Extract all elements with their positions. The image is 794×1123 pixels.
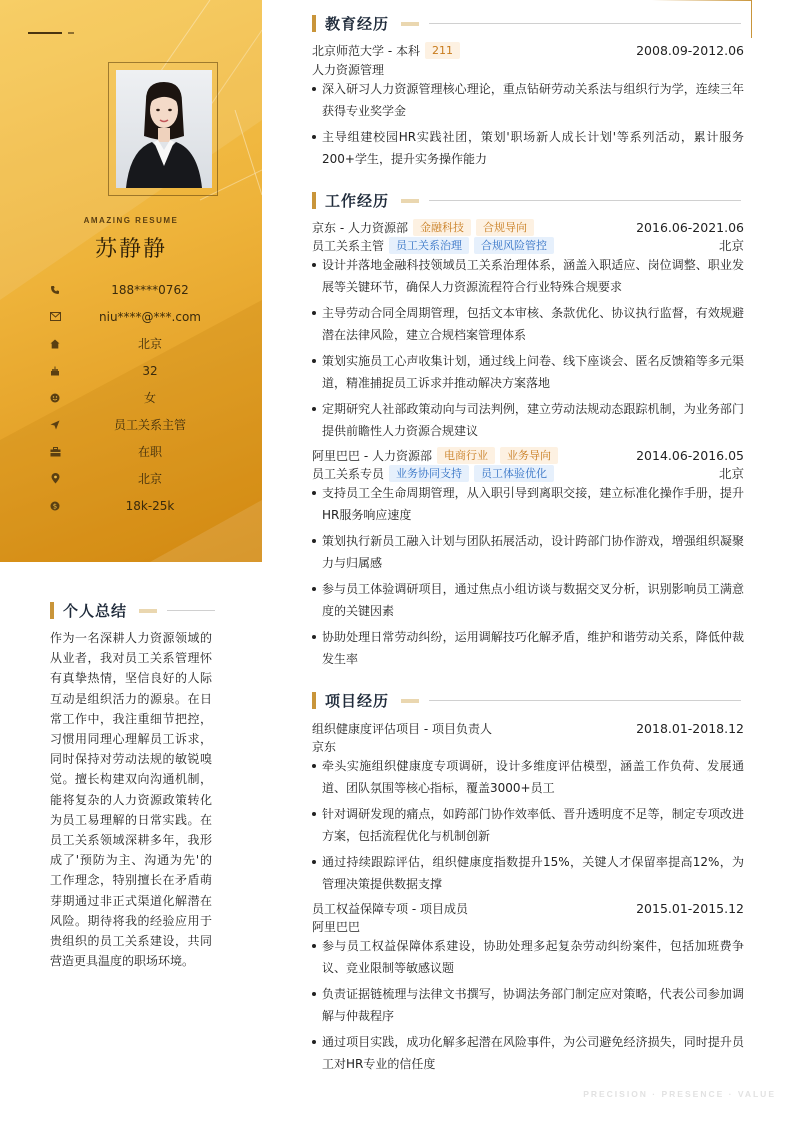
project-name: 员工权益保障专项 - 项目成员: [312, 901, 468, 916]
job-company-row: [312, 218, 744, 236]
phone-value: 188****0762: [111, 282, 189, 297]
section-pill: [401, 699, 419, 703]
city-value: 北京: [137, 472, 162, 486]
job-date: 2016.06-2021.06: [636, 219, 744, 235]
role-tag: 员工关系治理: [389, 237, 469, 254]
job-date: 2014.06-2016.05: [636, 447, 744, 463]
corner-ornament-top: [652, 0, 752, 1]
section-accent-bar: [50, 602, 54, 619]
school-name: 北京师范大学 - 本科: [312, 43, 420, 58]
salary-value: 18k-25k: [125, 498, 175, 513]
project-name: 组织健康度评估项目 - 项目负责人: [312, 721, 492, 736]
age-value: 32: [142, 363, 158, 378]
resume-eyebrow: AMAZING RESUME: [83, 216, 179, 225]
projects-title: 项目经历: [325, 692, 390, 710]
project-org: 京东: [312, 739, 337, 754]
job-role-row: [312, 464, 744, 482]
avatar: [116, 70, 212, 188]
gender-value: 女: [143, 391, 156, 405]
project-org-row: [312, 917, 744, 935]
profile-panel: [0, 0, 262, 562]
role-tag: 合规风险管控: [474, 237, 554, 254]
project-bullets: [312, 755, 744, 899]
company-tag: 金融科技: [413, 219, 471, 236]
job-bullets: [312, 482, 744, 674]
info-salary: [48, 492, 238, 519]
job-role: 员工关系主管: [312, 238, 385, 253]
info-gender: [48, 384, 238, 411]
info-phone: [48, 276, 238, 303]
job-company-row: [312, 446, 744, 464]
list-item: 支持员工全生命周期管理，从入职引导到离职交接，建立标准化操作手册，提升HR服务响应速度: [312, 482, 744, 526]
section-accent-bar: [312, 192, 316, 209]
section-pill: [401, 22, 419, 26]
education-bullets: [312, 78, 744, 174]
school-tag: 211: [425, 42, 460, 59]
list-item: 主导组建校园HR实践社团，策划'职场新人成长计划'等系列活动，累计服务200+学生，提升实务操作能力: [312, 126, 744, 170]
education-header: [312, 13, 741, 34]
svg-text:$: $: [52, 502, 58, 510]
info-age: [48, 357, 238, 384]
job-company: 京东 - 人力资源部: [312, 220, 408, 235]
project-bullets: [312, 935, 744, 1079]
info-status: [48, 438, 238, 465]
hometown-value: 北京: [137, 337, 162, 351]
job-role-row: [312, 236, 744, 254]
education-title: 教育经历: [325, 15, 390, 33]
job-bullets: [312, 254, 744, 446]
job-city: 北京: [718, 466, 744, 481]
section-pill: [401, 199, 419, 203]
section-rule: [167, 610, 215, 611]
list-item: 通过持续跟踪评估，组织健康度指数提升15%，关键人才保留率提高12%，为管理决策提供数据支撑: [312, 851, 744, 895]
list-item: 通过项目实践，成功化解多起潜在风险事件，为公司避免经济损失，同时提升员工对HR专业的信任度: [312, 1031, 744, 1075]
list-item: 主导劳动合同全周期管理，包括文本审核、条款优化、协议执行监督，有效规避潜在法律风险，建立合规档案管理体系: [312, 302, 744, 346]
email-value: niu****@***.com: [99, 309, 201, 324]
candidate-name: 苏静静: [94, 237, 167, 262]
status-value: 在职: [137, 445, 162, 459]
project-name-row: [312, 719, 744, 737]
list-item: 参与员工权益保障体系建设，协助处理多起复杂劳动纠纷案件，包括加班费争议、竞业限制等敏感议题: [312, 935, 744, 979]
footer-watermark: PRECISION · PRESENCE · VALUE: [583, 1089, 776, 1099]
summary-header: [50, 600, 215, 621]
section-accent-bar: [312, 15, 316, 32]
section-rule: [429, 23, 741, 24]
list-item: 定期研究人社部政策动向与司法判例，建立劳动法规动态跟踪机制，为业务部门提供前瞻性人力资源合规建议: [312, 398, 744, 442]
info-city: [48, 465, 238, 492]
section-accent-bar: [312, 692, 316, 709]
list-item: 负责证据链梳理与法律文书撰写，协调法务部门制定应对策略，代表公司参加调解与仲裁程序: [312, 983, 744, 1027]
role-tag: 业务协同支持: [389, 465, 469, 482]
info-position: [48, 411, 238, 438]
list-item: 设计并落地金融科技领域员工关系治理体系，涵盖入职适应、岗位调整、职业发展等关键环节，确保人力资源流程符合行业特殊合规要求: [312, 254, 744, 298]
job-city: 北京: [718, 238, 744, 253]
project-org: 阿里巴巴: [312, 919, 361, 934]
info-hometown: [48, 330, 238, 357]
section-rule: [429, 200, 741, 201]
section-rule: [429, 700, 741, 701]
work-title: 工作经历: [325, 192, 390, 210]
list-item: 协助处理日常劳动纠纷，运用调解技巧化解矛盾，维护和谐劳动关系，降低仲裁发生率: [312, 626, 744, 670]
education-date: 2008.09-2012.06: [636, 42, 744, 58]
major-name: 人力资源管理: [312, 62, 385, 77]
list-item: 策划执行新员工融入计划与团队拓展活动，设计跨部门协作游戏，增强组织凝聚力与归属感: [312, 530, 744, 574]
list-item: 针对调研发现的痛点，如跨部门协作效率低、晋升透明度不足等，制定专项改进方案，包括流程优化与机制创新: [312, 803, 744, 847]
summary-text: 作为一名深耕人力资源领域的从业者，我对员工关系管理怀有真挚热情，坚信良好的人际互动是组织活力的源泉。在日常工作中，我注重细节把控，习惯用同理心理解员工诉求，同时保持对劳动法规的敏锐嗅觉。擅长构建双向沟通机制，能将复杂的人力资源政策转化为员工易理解的日常实践。在员工关系领域深耕多年，我形成了'预防为主、沟通为先'的工作理念，特别擅长在矛盾萌芽期通过非正式渠道化解潜在风险。期待将我的经验应用于贵组织的员工关系建设，共同营造更具温度的职场环境。: [50, 631, 212, 969]
contact-info-list: [48, 276, 238, 519]
ornament-line: [28, 32, 62, 34]
education-major-row: [312, 60, 744, 78]
corner-ornament-side: [751, 0, 752, 38]
ornament-dash: [68, 32, 74, 34]
list-item: 策划实施员工心声收集计划，通过线上问卷、线下座谈会、匿名反馈箱等多元渠道，精准捕捉员工诉求并推动解决方案落地: [312, 350, 744, 394]
work-header: [312, 190, 741, 211]
project-date: 2015.01-2015.12: [636, 900, 744, 916]
list-item: 参与员工体验调研项目，通过焦点小组访谈与数据交叉分析，识别影响员工满意度的关键因素: [312, 578, 744, 622]
info-email: [48, 303, 238, 330]
list-item: 牵头实施组织健康度专项调研，设计多维度评估模型，涵盖工作负荷、发展通道、团队氛围等核心指标，覆盖3000+员工: [312, 755, 744, 799]
company-tag: 合规导向: [476, 219, 534, 236]
role-tag: 员工体验优化: [474, 465, 554, 482]
project-name-row: [312, 899, 744, 917]
projects-header: [312, 690, 741, 711]
section-pill: [139, 609, 157, 613]
job-company: 阿里巴巴 - 人力资源部: [312, 448, 432, 463]
list-item: 深入研习人力资源管理核心理论，重点钻研劳动关系法与组织行为学，连续三年获得专业奖学金: [312, 78, 744, 122]
job-role: 员工关系专员: [312, 466, 385, 481]
summary-title: 个人总结: [63, 602, 128, 620]
education-school-row: [312, 41, 744, 59]
project-org-row: [312, 737, 744, 755]
position-value: 员工关系主管: [113, 418, 186, 432]
company-tag: 电商行业: [437, 447, 495, 464]
company-tag: 业务导向: [500, 447, 558, 464]
project-date: 2018.01-2018.12: [636, 720, 744, 736]
